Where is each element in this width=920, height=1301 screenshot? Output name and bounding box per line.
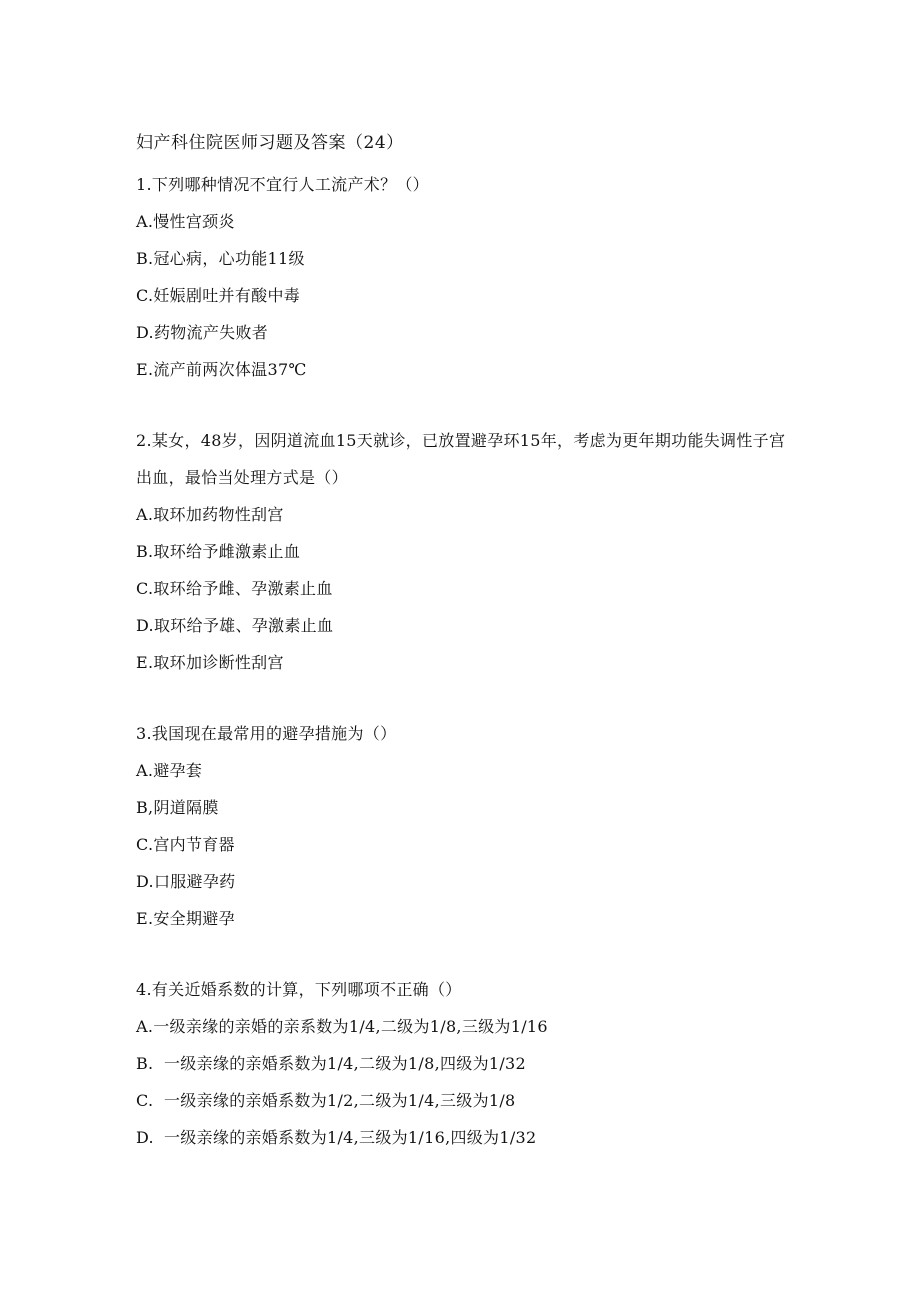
question-3-stem: 3.我国现在最常用的避孕措施为（） — [136, 724, 397, 743]
question-2 — [136, 422, 786, 681]
option-letter: C. — [136, 579, 154, 598]
question-2-option-e — [136, 644, 786, 681]
option-text: 口服避孕药 — [153, 872, 236, 891]
option-text: 一级亲缘的亲婚的亲系数为1/4,二级为1/8,三级为1/16 — [153, 1017, 548, 1036]
question-1-option-a — [136, 203, 786, 240]
question-3-option-d — [136, 863, 786, 900]
option-text: 药物流产失败者 — [153, 323, 269, 342]
option-letter: B. — [136, 542, 154, 561]
question-4-option-c — [136, 1082, 786, 1119]
question-1-stem: 1.下列哪种情况不宜行人工流产术？（） — [136, 175, 429, 194]
option-letter: B. — [136, 249, 154, 268]
option-letter: E. — [136, 909, 154, 928]
question-1 — [136, 166, 786, 388]
option-letter: D. — [136, 323, 154, 342]
question-1-option-b — [136, 240, 786, 277]
question-4 — [136, 971, 786, 1156]
option-letter: C. — [136, 286, 154, 305]
option-text: 取环给予雄、孕激素止血 — [153, 616, 334, 635]
option-text: 慢性宫颈炎 — [153, 212, 235, 231]
option-letter: E. — [136, 360, 154, 379]
option-letter: B. — [136, 1054, 154, 1073]
option-letter: C. — [136, 1091, 154, 1110]
question-3-option-c — [136, 826, 786, 863]
question-3-option-e — [136, 900, 786, 937]
option-text: 妊娠剧吐并有酸中毒 — [153, 286, 301, 305]
option-text: 取环给予雌、孕激素止血 — [153, 579, 333, 598]
option-text: 流产前两次体温37℃ — [153, 360, 307, 379]
option-text: 取环加诊断性刮宫 — [153, 653, 284, 672]
option-text: 安全期避孕 — [153, 909, 235, 928]
option-letter: D. — [136, 872, 154, 891]
option-letter: D. — [136, 616, 154, 635]
option-text: 冠心病，心功能11级 — [153, 249, 305, 268]
option-text: 取环给予雌激素止血 — [153, 542, 301, 561]
question-4-option-a — [136, 1008, 786, 1045]
question-2-option-b — [136, 533, 786, 570]
question-4-option-b — [136, 1045, 786, 1082]
question-3 — [136, 715, 786, 937]
option-letter: E. — [136, 653, 154, 672]
question-2-option-d — [136, 607, 786, 644]
document-title: 妇产科住院医师习题及答案（24） — [136, 133, 404, 153]
question-1-option-c — [136, 277, 786, 314]
question-3-option-b — [136, 789, 786, 826]
option-text: 取环加药物性刮宫 — [153, 505, 284, 524]
question-4-option-d — [136, 1119, 786, 1156]
question-2-option-a — [136, 496, 786, 533]
option-letter: A. — [136, 505, 154, 524]
option-letter: A. — [136, 1017, 154, 1036]
option-text: 阴道隔膜 — [153, 798, 219, 817]
option-text: 一级亲缘的亲婚系数为1/4,二级为1/8,四级为1/32 — [164, 1054, 527, 1073]
question-1-option-d — [136, 314, 786, 351]
option-letter: D. — [136, 1128, 154, 1147]
option-letter: A. — [136, 761, 154, 780]
question-1-option-e — [136, 351, 786, 388]
question-4-stem: 4.有关近婚系数的计算，下列哪项不正确（） — [136, 980, 462, 999]
option-letter: C. — [136, 835, 154, 854]
question-2-option-c — [136, 570, 786, 607]
option-text: 一级亲缘的亲婚系数为1/2,二级为1/4,三级为1/8 — [164, 1091, 516, 1110]
question-2-stem: 2.某女，48岁，因阴道流血15天就诊，已放置避孕环15年，考虑为更年期功能失调性子宫出血，最恰当处理方式是（） — [136, 431, 786, 487]
option-letter: B, — [136, 798, 154, 817]
option-letter: A. — [136, 212, 154, 231]
option-text: 一级亲缘的亲婚系数为1/4,三级为1/16,四级为1/32 — [164, 1128, 537, 1147]
option-text: 避孕套 — [153, 761, 203, 780]
question-3-option-a — [136, 752, 786, 789]
option-text: 宫内节育器 — [153, 835, 235, 854]
